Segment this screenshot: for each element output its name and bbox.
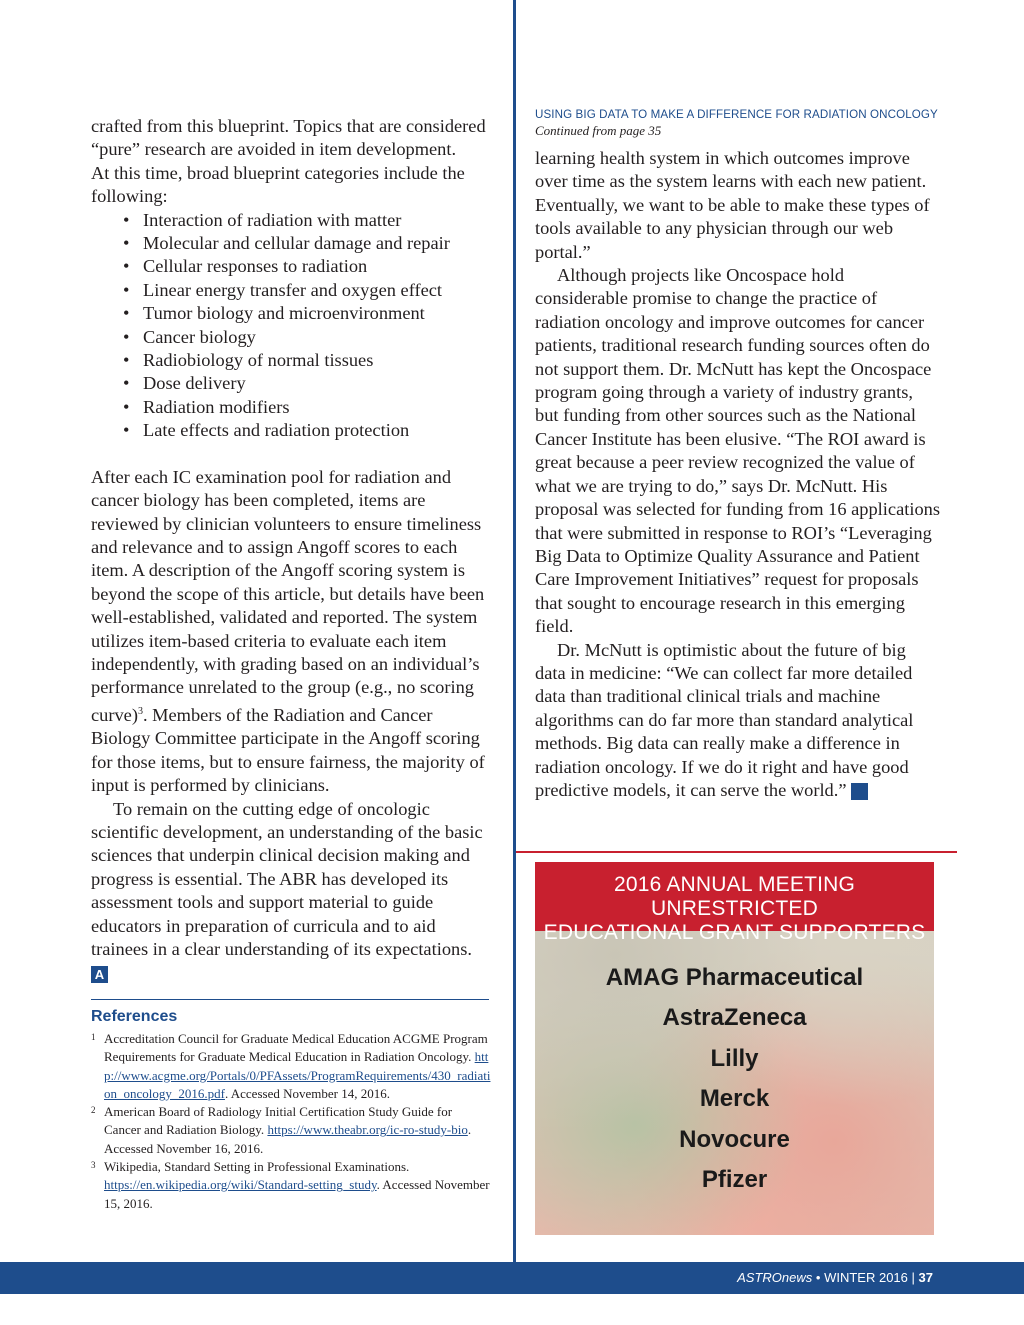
references-divider [91, 999, 489, 1000]
supporter-name: Pfizer [701, 1165, 768, 1193]
reference-link[interactable]: https://en.wikipedia.org/wiki/Standard-setting_study [104, 1177, 377, 1193]
citation-superscript: 3 [137, 705, 143, 717]
grant-heading-line: EDUCATIONAL GRANT SUPPORTERS [543, 921, 926, 944]
right-paragraph-1: learning health system in which outcomes improve over time as the system learns with each new patient. Eventually, we want to be able to make these types of tools available to any physician through our web portal.” [535, 148, 930, 262]
supporter-name: Lilly [710, 1044, 759, 1072]
issue-label: WINTER 2016 [824, 1270, 908, 1285]
list-item: • Late effects and radiation protection [121, 419, 491, 442]
reference-text: American Board of Radiology Initial Certification Study Guide for Cancer and Radiation Biology. [104, 1104, 453, 1138]
reference-link[interactable]: https://www.theabr.org/ic-ro-study-bio [267, 1122, 468, 1138]
footer-divider: | [911, 1270, 915, 1285]
list-item: • Interaction of radiation with matter [121, 209, 491, 232]
supporter-list [535, 958, 934, 1200]
grant-supporters-box [535, 862, 934, 1235]
footer-folio [737, 1262, 933, 1294]
paragraph-text: Dr. McNutt is optimistic about the future of big data in medicine: “We can collect far more detailed data than traditional clinical trials and machine algorithms can do far more than standard analytical methods. Big data can really make a difference in radiation oncology. If we do it right and have good predictive models, it can serve the world.” [535, 639, 914, 800]
magazine-name: ASTROnews [737, 1270, 813, 1285]
reference-accessed: . Accessed November 15, 2016. [104, 1177, 490, 1211]
list-item: • Radiation modifiers [121, 396, 491, 419]
right-paragraph-3 [535, 639, 940, 803]
list-item: • Radiobiology of normal tissues [121, 349, 491, 372]
page-number: 37 [918, 1270, 933, 1285]
supporter-name: Merck [699, 1085, 770, 1113]
left-paragraph-2: At this time, broad blueprint categories include the following: [91, 162, 465, 207]
grant-box-heading [535, 862, 934, 944]
right-paragraph-2: Although projects like Oncospace hold considerable promise to change the practice of radiation oncology and improve outcomes for cancer patients, traditional research funding sources often do not support them. Dr. McNutt has kept the Oncospace program going through a variety of industry grants, but funding from other sources such as the National Cancer Institute has been elusive. “The ROI award is great because a peer review recognized the value of what we are trying to do,” says Dr. McNutt. His proposal was selected for funding from 16 applications that were submitted in response to ROI’s “Leveraging Big Data to Optimize Quality Assurance and Patient Care Improvement Initiatives” request for proposals that sought to encourage research in this emerging field. [535, 265, 940, 637]
astro-end-mark-icon: A [851, 783, 868, 800]
list-item: • Cancer biology [121, 326, 491, 349]
page-footer [0, 1262, 1024, 1294]
astro-end-mark-icon: A [91, 966, 108, 983]
grant-heading-line: 2016 ANNUAL MEETING UNRESTRICTED [613, 873, 856, 920]
list-item: • Dose delivery [121, 372, 491, 395]
column-divider [513, 0, 516, 1262]
paragraph-text: After each IC examination pool for radiation and cancer biology has been completed, items are reviewed by clinician volunteers to ensure timeliness and relevance and to assign Angoff scores to each item. A description of the Angoff scoring system is beyond the scope of this article, but details have been well-established, validated and reported. The system utilizes item-based criteria to evaluate each item independently, with grading based on an individual’s performance unrelated to the group (e.g., no scoring curve) [91, 466, 485, 725]
reference-item [91, 1103, 491, 1158]
left-paragraph-4: To remain on the cutting edge of oncologic scientific development, an understanding of the basic sciences that underpin clinical decision making and progress is essential. The ABR has developed its assessment tools and support material to guide educators in preparation of curricula and to aid trainees in a clear understanding of its expectations. [91, 798, 483, 959]
reference-number: 1 [91, 1032, 96, 1042]
references-section [91, 1008, 491, 1213]
reference-item [91, 1030, 491, 1103]
footer-separator: • [815, 1270, 821, 1285]
reference-accessed: . Accessed November 16, 2016. [104, 1122, 472, 1156]
left-column [91, 115, 491, 985]
blueprint-topic-list [91, 209, 491, 443]
list-item: • Linear energy transfer and oxygen effect [121, 279, 491, 302]
reference-text: Accreditation Council for Graduate Medical Education ACGME Program Requirements for Graduate Medical Education in Radiation Oncology. [104, 1031, 488, 1065]
reference-text: Wikipedia, Standard Setting in Professional Examinations. [104, 1159, 410, 1175]
left-paragraph-1: crafted from this blueprint. Topics that are considered “pure” research are avoided in item development. [91, 116, 486, 160]
list-item: • Tumor biology and microenvironment [121, 302, 491, 325]
left-paragraph-3 [91, 466, 491, 798]
reference-link[interactable]: http://www.acgme.org/Portals/0/PFAssets/ProgramRequirements/430_radiation_oncology_2016.pdf [104, 1049, 491, 1101]
list-item: • Cellular responses to radiation [121, 255, 491, 278]
supporter-name: Novocure [679, 1125, 790, 1153]
reference-number: 2 [91, 1105, 96, 1116]
supporter-name: AstraZeneca [662, 1004, 807, 1032]
supporter-name: AMAG Pharmaceutical [605, 964, 864, 991]
list-item: • Molecular and cellular damage and repair [121, 232, 491, 255]
article-kicker: USING BIG DATA TO MAKE A DIFFERENCE FOR RADIATION ONCOLOGY [535, 108, 938, 121]
section-divider [516, 851, 957, 853]
reference-accessed: . Accessed November 14, 2016. [224, 1085, 390, 1101]
paragraph-text: . Members of the Radiation and Cancer Biology Committee participate in the Angoff scoring for those items, but to ensure fairness, the majority of input is performed by clinicians. [91, 704, 485, 796]
reference-item [91, 1158, 491, 1213]
right-column [535, 107, 940, 802]
continued-note: Continued from page 35 [535, 123, 662, 138]
reference-number: 3 [91, 1160, 96, 1171]
references-heading: References [91, 1008, 178, 1025]
